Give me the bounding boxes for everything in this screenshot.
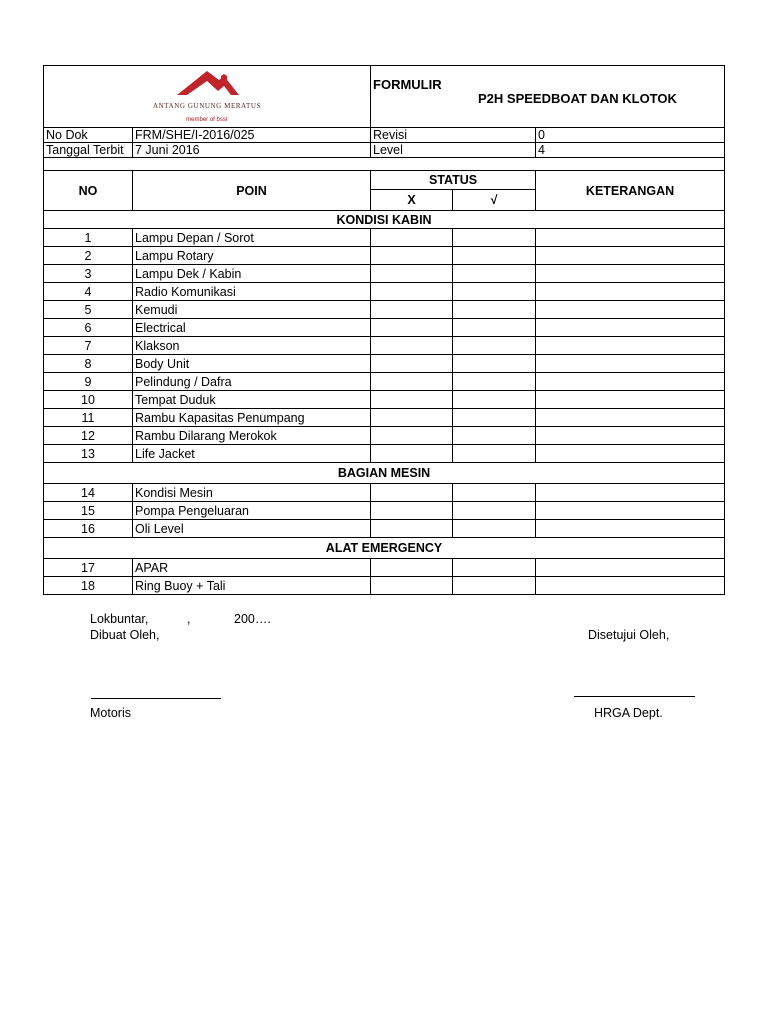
no-dok-value: FRM/SHE/I-2016/025 [133, 128, 371, 143]
checklist-row [44, 355, 725, 373]
checklist-row [44, 391, 725, 409]
item-poin: Oli Level [133, 520, 371, 538]
status-check-cell[interactable] [453, 484, 536, 502]
item-poin: Ring Buoy + Tali [133, 577, 371, 595]
status-check-cell[interactable] [453, 247, 536, 265]
signature-line-right [574, 696, 695, 697]
item-no: 16 [44, 520, 133, 538]
status-x-cell[interactable] [371, 484, 453, 502]
keterangan-cell[interactable] [536, 559, 725, 577]
keterangan-cell[interactable] [536, 577, 725, 595]
item-no: 6 [44, 319, 133, 337]
status-check-cell[interactable] [453, 265, 536, 283]
checklist-row [44, 577, 725, 595]
checklist-row [44, 373, 725, 391]
keterangan-cell[interactable] [536, 265, 725, 283]
item-no: 12 [44, 427, 133, 445]
signer-right: HRGA Dept. [594, 706, 663, 720]
approved-by-label: Disetujui Oleh, [588, 628, 670, 642]
status-x-cell[interactable] [371, 520, 453, 538]
company-logo-text: ANTANG GUNUNG MERATUS [152, 102, 262, 110]
company-logo-subtext: member of bssr [186, 117, 228, 123]
status-check-cell[interactable] [453, 409, 536, 427]
keterangan-cell[interactable] [536, 520, 725, 538]
checklist-row [44, 502, 725, 520]
item-no: 11 [44, 409, 133, 427]
item-poin: Pelindung / Dafra [133, 373, 371, 391]
mountain-logo-icon [169, 68, 245, 98]
status-x-cell[interactable] [371, 445, 453, 463]
revisi-value: 0 [536, 128, 725, 143]
item-poin: Lampu Dek / Kabin [133, 265, 371, 283]
status-check-cell[interactable] [453, 337, 536, 355]
keterangan-cell[interactable] [536, 484, 725, 502]
checklist-row [44, 337, 725, 355]
item-poin: Lampu Depan / Sorot [133, 229, 371, 247]
checklist-row [44, 265, 725, 283]
checklist-row [44, 484, 725, 502]
item-poin: Pompa Pengeluaran [133, 502, 371, 520]
status-check-cell[interactable] [453, 391, 536, 409]
col-status-x-header: X [371, 190, 453, 211]
checklist-row [44, 409, 725, 427]
column-header-row-1 [44, 171, 725, 190]
section-title: BAGIAN MESIN [44, 463, 725, 484]
checklist-row [44, 445, 725, 463]
signer-left: Motoris [90, 706, 131, 720]
keterangan-cell[interactable] [536, 337, 725, 355]
level-label: Level [371, 143, 536, 158]
status-x-cell[interactable] [371, 391, 453, 409]
keterangan-cell[interactable] [536, 301, 725, 319]
item-poin: Klakson [133, 337, 371, 355]
status-check-cell[interactable] [453, 301, 536, 319]
item-poin: Rambu Dilarang Merokok [133, 427, 371, 445]
status-check-cell[interactable] [453, 373, 536, 391]
keterangan-cell[interactable] [536, 502, 725, 520]
col-poin-header: POIN [133, 171, 371, 211]
status-x-cell[interactable] [371, 427, 453, 445]
item-poin: Radio Komunikasi [133, 283, 371, 301]
checklist-row [44, 319, 725, 337]
footer-place: Lokbuntar, [90, 612, 149, 626]
keterangan-cell[interactable] [536, 373, 725, 391]
tanggal-value: 7 Juni 2016 [133, 143, 371, 158]
keterangan-cell[interactable] [536, 445, 725, 463]
item-no: 17 [44, 559, 133, 577]
status-x-cell[interactable] [371, 301, 453, 319]
checklist-row [44, 283, 725, 301]
status-x-cell[interactable] [371, 559, 453, 577]
form-label: FORMULIR [373, 77, 442, 92]
doc-row-1 [44, 128, 725, 143]
section-title: KONDISI KABIN [44, 211, 725, 229]
item-no: 14 [44, 484, 133, 502]
status-check-cell[interactable] [453, 229, 536, 247]
checklist-row [44, 301, 725, 319]
signature-line-left [91, 698, 221, 699]
keterangan-cell[interactable] [536, 409, 725, 427]
section-row [44, 538, 725, 559]
company-logo [153, 68, 261, 127]
status-x-cell[interactable] [371, 229, 453, 247]
item-no: 15 [44, 502, 133, 520]
no-dok-label: No Dok [44, 128, 133, 143]
header-row [44, 66, 725, 128]
col-status-header: STATUS [371, 171, 536, 190]
status-check-cell[interactable] [453, 445, 536, 463]
item-poin: Lampu Rotary [133, 247, 371, 265]
keterangan-cell[interactable] [536, 283, 725, 301]
checklist-row [44, 559, 725, 577]
status-check-cell[interactable] [453, 559, 536, 577]
spacer-row [44, 158, 725, 171]
status-check-cell[interactable] [453, 502, 536, 520]
section-title: ALAT EMERGENCY [44, 538, 725, 559]
status-check-cell[interactable] [453, 577, 536, 595]
col-status-check-header: √ [453, 190, 536, 211]
status-check-cell[interactable] [453, 355, 536, 373]
item-no: 4 [44, 283, 133, 301]
status-x-cell[interactable] [371, 355, 453, 373]
status-check-cell[interactable] [453, 520, 536, 538]
footer-year: 200…. [234, 612, 271, 626]
status-x-cell[interactable] [371, 409, 453, 427]
revisi-label: Revisi [371, 128, 536, 143]
item-no: 1 [44, 229, 133, 247]
keterangan-cell[interactable] [536, 247, 725, 265]
keterangan-cell[interactable] [536, 355, 725, 373]
col-keterangan-header: KETERANGAN [536, 171, 725, 211]
section-row [44, 211, 725, 229]
tanggal-label: Tanggal Terbit [44, 143, 133, 158]
level-value: 4 [536, 143, 725, 158]
keterangan-cell[interactable] [536, 391, 725, 409]
item-no: 13 [44, 445, 133, 463]
status-check-cell[interactable] [453, 283, 536, 301]
keterangan-cell[interactable] [536, 427, 725, 445]
status-x-cell[interactable] [371, 502, 453, 520]
item-poin: Body Unit [133, 355, 371, 373]
status-x-cell[interactable] [371, 337, 453, 355]
item-no: 7 [44, 337, 133, 355]
item-poin: APAR [133, 559, 371, 577]
item-poin: Kondisi Mesin [133, 484, 371, 502]
item-no: 8 [44, 355, 133, 373]
title-cell [371, 66, 725, 128]
checklist-row [44, 247, 725, 265]
doc-row-2 [44, 143, 725, 158]
item-no: 18 [44, 577, 133, 595]
col-no-header: NO [44, 171, 133, 211]
status-x-cell[interactable] [371, 247, 453, 265]
status-check-cell[interactable] [453, 319, 536, 337]
item-poin: Rambu Kapasitas Penumpang [133, 409, 371, 427]
spacer-cell [44, 158, 725, 171]
item-no: 2 [44, 247, 133, 265]
logo-cell [44, 66, 371, 128]
form-title: P2H SPEEDBOAT DAN KLOTOK [478, 91, 677, 106]
keterangan-cell[interactable] [536, 319, 725, 337]
section-row [44, 463, 725, 484]
keterangan-cell[interactable] [536, 229, 725, 247]
checklist-row [44, 229, 725, 247]
item-poin: Tempat Duduk [133, 391, 371, 409]
item-no: 5 [44, 301, 133, 319]
item-poin: Life Jacket [133, 445, 371, 463]
status-x-cell[interactable] [371, 577, 453, 595]
footer-date-comma: , [187, 612, 191, 626]
status-check-cell[interactable] [453, 427, 536, 445]
item-no: 3 [44, 265, 133, 283]
item-poin: Electrical [133, 319, 371, 337]
status-x-cell[interactable] [371, 373, 453, 391]
item-poin: Kemudi [133, 301, 371, 319]
status-x-cell[interactable] [371, 265, 453, 283]
status-x-cell[interactable] [371, 283, 453, 301]
made-by-label: Dibuat Oleh, [90, 628, 160, 642]
checklist-row [44, 520, 725, 538]
p2h-form-table [43, 65, 725, 595]
item-no: 9 [44, 373, 133, 391]
status-x-cell[interactable] [371, 319, 453, 337]
checklist-row [44, 427, 725, 445]
item-no: 10 [44, 391, 133, 409]
